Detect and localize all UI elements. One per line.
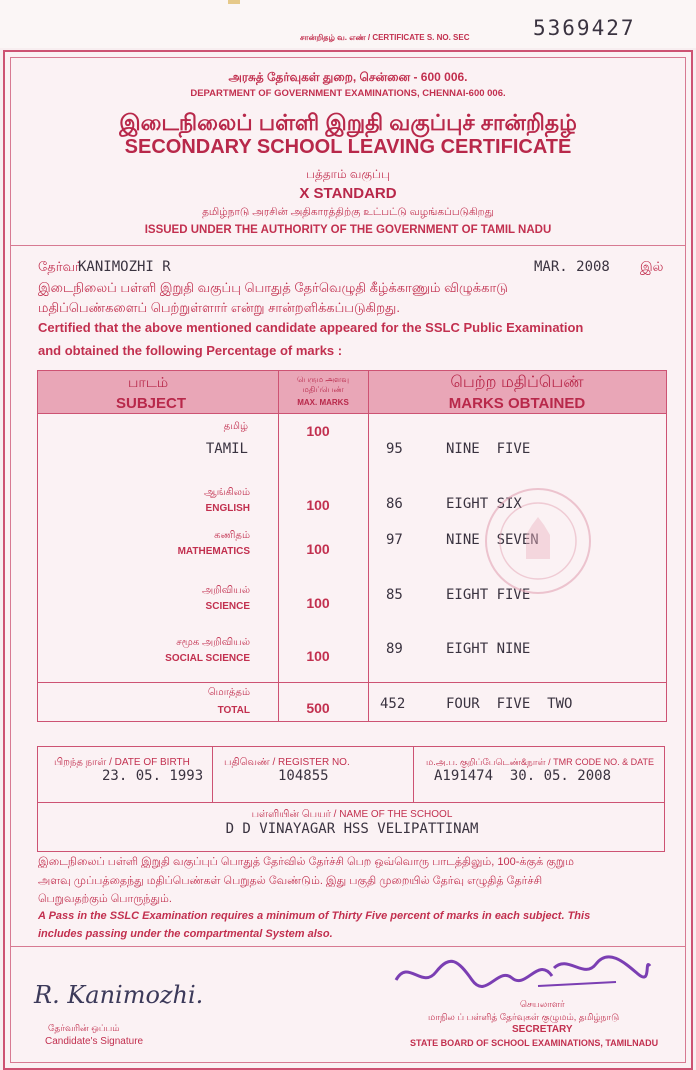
department-name-tamil: அரசுத் தேர்வுகள் துறை, சென்னை - 600 006. [228,70,468,84]
marks-in-words: NINE FIVE [446,441,531,457]
certificate-title-english: SECONDARY SCHOOL LEAVING CERTIFICATE [124,136,572,158]
exam-month: MAR. 2008 [534,259,610,275]
table-row [38,421,248,461]
certificate-serial-label: சான்றிதழ் வ. எண் / CERTIFICATE S. NO. SEC [300,33,470,42]
certificate-serial-number: 5369427 [533,16,636,40]
pass-note-english-line-1: A Pass in the SSLC Examination requires a minimum of Thirty Five percent of marks in each subject. This [38,910,591,922]
total-label-english: TOTAL [217,705,250,716]
section-divider [10,245,686,246]
subject-tamil: அறிவியல் [202,585,250,596]
candidate-name: KANIMOZHI R [78,259,171,275]
marks-obtained: 95 [386,441,403,457]
subject-english: SCIENCE [205,601,250,612]
total-row-divider [38,682,666,683]
register-label: பதிவெண் / REGISTER NO. [224,757,350,768]
candidate-signature-label-tamil: தேர்வரின் ஒப்பம் [48,1023,120,1033]
marks-obtained: 86 [386,496,403,512]
max-marks: 100 [306,595,330,611]
marks-in-words: EIGHT NINE [446,641,531,657]
pass-note-tamil-line-1: இடைநிலைப் பள்ளி இறுதி வகுப்புப் பொதுத் தேர்வில் தேர்ச்சி பெற ஒவ்வொரு பாடத்திலும், 100-க்குக் குறும [38,856,574,868]
table-row [38,585,250,615]
table-row [38,487,250,517]
school-name: D D VINAYAGAR HSS VELIPATTINAM [225,821,479,837]
total-marks-obtained: 452 [380,696,406,712]
obtained-header-english: MARKS OBTAINED [448,395,586,412]
subject-header-english: SUBJECT [116,395,187,412]
max-marks: 100 [306,423,330,439]
column-divider [368,371,369,721]
subject-english: MATHEMATICS [177,546,250,557]
secretary-board-tamil: மாநில ப் பள்ளித் தேர்வுகள் குழுமம், தமிழ்நாடு [428,1012,620,1022]
total-label-tamil: மொத்தம் [207,687,250,698]
marks-obtained: 97 [386,532,403,548]
column-divider [413,747,414,802]
candidate-info-table [37,746,665,852]
subject-tamil: ஆங்கிலம் [204,487,250,498]
certificate-title-tamil: இடைநிலைப் பள்ளி இறுதி வகுப்புச் சான்றிதழ் [119,110,577,135]
subject-tamil: தமிழ் [223,421,248,432]
ornament-mark [228,0,240,4]
obtained-header-tamil: பெற்ற மதிப்பெண் [450,374,584,391]
subject-english: SOCIAL SCIENCE [165,653,250,664]
pass-note-english-line-2: includes passing under the compartmental System also. [38,928,333,940]
max-marks: 100 [306,648,330,664]
marks-table [37,370,667,722]
exam-suffix-tamil: இல் [640,259,664,274]
row-divider [38,802,664,803]
secretary-role-tamil: செயலாளர் [520,999,565,1009]
pass-note-tamil-line-3: பெறுவதற்கும் பொருந்தும். [38,893,172,905]
marks-in-words: NINE SEVEN [446,532,539,548]
subject-english: TAMIL [205,441,248,457]
secretary-title: SECRETARY [512,1024,573,1035]
marks-obtained: 85 [386,587,403,603]
intro-english-line-1: Certified that the above mentioned candidate appeared for the SSLC Public Examination [38,320,584,335]
standard-tamil: பத்தாம் வகுப்பு [306,167,390,181]
total-max-marks: 500 [306,700,330,716]
subject-tamil: கணிதம் [214,530,250,541]
candidate-prefix-tamil: தேர்வர் [38,259,82,274]
date-of-birth: 23. 05. 1993 [102,768,204,784]
pass-note-tamil-line-2: அளவு முப்பத்தைந்து மதிப்பெண்கள் பெறுதல் வேண்டும். இது பகுதி முறையில் தேர்வு எழுதித் தேர்ச்சி [38,875,543,887]
secretary-signature-icon [388,950,658,998]
secretary-board-english: STATE BOARD OF SCHOOL EXAMINATIONS, TAMILNADU [410,1038,659,1048]
max-marks: 100 [306,497,330,513]
column-divider [212,747,213,802]
standard-english: X STANDARD [299,185,397,202]
dob-label: பிறந்த நாள் / DATE OF BIRTH [54,757,190,768]
register-number: 104855 [278,768,329,784]
candidate-signature-icon [30,975,245,1013]
subject-english: ENGLISH [205,503,250,514]
official-seal-icon [478,481,598,601]
tmr-code-and-date: A191474 30. 05. 2008 [434,768,612,784]
total-row [38,687,250,717]
marks-in-words: EIGHT FIVE [446,587,531,603]
section-divider [10,946,686,947]
intro-tamil-line-2: மதிப்பெண்களைப் பெற்றுள்ளார் என்று சான்றளிக்கப்படுகிறது. [38,300,400,315]
max-header-tamil-2: மதிப்பெண் [302,385,344,394]
subject-tamil: சமூக அறிவியல் [176,637,250,648]
candidate-signature-label-english: Candidate's Signature [45,1036,144,1047]
intro-english-line-2: and obtained the following Percentage of marks : [38,343,343,358]
issued-authority-tamil: தமிழ்நாடு அரசின் அதிகாரத்திற்கு உட்பட்டு வழங்கப்படுகிறது [202,206,494,218]
subject-header-tamil: பாடம் [128,374,169,390]
school-name-label: பள்ளியின் பெயர் / NAME OF THE SCHOOL [251,809,453,820]
max-header-tamil-1: பெரும அளவு [296,375,350,384]
table-row [38,530,250,560]
tmr-label: ம.அ.ப. குறிப்பேடெண்&நாள் / TMR CODE NO. & DATE [426,757,654,767]
candidate-signature-text: R. Kanimozhi. [34,981,204,1009]
marks-obtained: 89 [386,641,403,657]
issued-authority-english: ISSUED UNDER THE AUTHORITY OF THE GOVERNMENT OF TAMIL NADU [144,224,552,236]
marks-in-words: EIGHT SIX [446,496,522,512]
total-marks-in-words: FOUR FIVE TWO [446,696,573,712]
department-name-english: DEPARTMENT OF GOVERNMENT EXAMINATIONS, CHENNAI-600 006. [190,88,506,99]
table-row [38,637,250,667]
intro-tamil-line-1: இடைநிலைப் பள்ளி இறுதி வகுப்பு பொதுத் தேர்வெழுதி கீழ்க்காணும் விழுக்காடு [38,280,508,295]
max-marks: 100 [306,541,330,557]
max-header-english: MAX. MARKS [297,398,349,407]
